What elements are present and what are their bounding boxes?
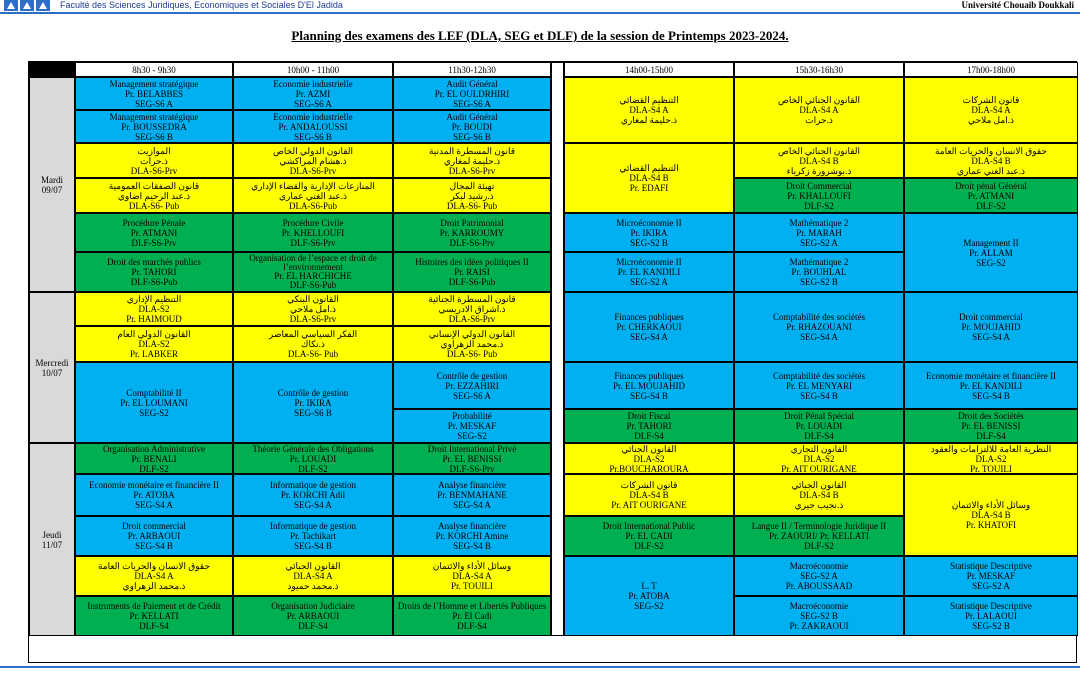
exam-cell: Droit International Privé Pr. EL BENISSI DLF-S6-Prv [393, 443, 551, 474]
exam-cell: Droit Fiscal Pr. TAHORI DLF-S4 [564, 409, 734, 443]
faculty-name: Faculté des Sciences Juridiques, Economiques et Sociales D'El Jadida [60, 0, 343, 10]
exam-cell: Economie industrielle Pr. ANDALOUSSI SEG-S6 B [233, 110, 393, 143]
exam-cell: Informatique de gestion Pr. Tachikart SEG-S4 B [233, 516, 393, 556]
exam-cell: حقوق الانسان والحريات العامة DLA-S4 B ذ.عبد الغني عماري [904, 143, 1078, 178]
exam-cell: حقوق الانسان والحريات العامة DLA-S4 A ذ.محمد الزهراوي [75, 556, 233, 596]
day-label: Jeudi 11/07 [29, 443, 75, 636]
day-label: Mardi 09/07 [29, 77, 75, 292]
exam-cell: Macroéconomie SEG-S2 B Pr. ZAKRAOUI [734, 596, 904, 636]
exam-cell: Théorie Générale des Obligations Pr. LOUADI DLF-S2 [233, 443, 393, 474]
exam-cell: Economie industrielle Pr. AZMI SEG-S6 A [233, 77, 393, 110]
exam-cell: Organisation Administrative Pr. BENALI DLF-S2 [75, 443, 233, 474]
exam-cell: قانون المسطرة الجنائية ذ.اشراق الادريسي DLA-S6-Prv [393, 292, 551, 326]
exam-cell: قانون الصفقات العمومية ذ.عبد الرحيم اضاوي DLA-S6- Pub [75, 178, 233, 213]
slot-header: 14h00-15h00 [564, 62, 734, 77]
exam-cell: Droit des Sociétés Pr. EL BENISSI DLF-S4 [904, 409, 1078, 443]
exam-cell: التنظيم القضائي DLA-S4 B Pr. EDAFI [564, 143, 734, 213]
exam-cell: القانون الدولي العام DLA-S2 Pr. LABKER [75, 326, 233, 362]
exam-cell: الموازيت ذ.حرات DLA-S6-Prv [75, 143, 233, 178]
exam-cell: Economie monétaire et financière II Pr. EL KANDILI SEG-S4 B [904, 362, 1078, 409]
exam-cell: Microéconomie II Pr. EL KANDILI SEG-S2 A [564, 252, 734, 292]
exam-schedule-table [28, 61, 1077, 663]
exam-cell: تهيئة المجال ذ.رشيد لبكر DLA-S6- Pub [393, 178, 551, 213]
exam-cell: Langue II / Terminologie Juridique II Pr. ZAOURI/ Pr. KELLATI DLF-S2 [734, 516, 904, 556]
exam-cell: Management stratégique Pr. BELABBES SEG-S6 A [75, 77, 233, 110]
exam-cell: Finances publiques Pr. EL MOUJAHID SEG-S4 B [564, 362, 734, 409]
exam-cell: Management stratégique Pr. BOUSSEDRA SEG-S6 B [75, 110, 233, 143]
exam-cell: المنازعات الإدارية والقضاء الإداري ذ.عبد الغني عماري DLA-S6-Pub [233, 178, 393, 213]
exam-cell: L. T Pr. ATOBA SEG-S2 [564, 556, 734, 636]
exam-cell: Droit commercial Pr. ARBAOUI SEG-S4 B [75, 516, 233, 556]
footer-rule [0, 666, 1080, 668]
exam-cell: القانون الجبائي DLA-S4 B ذ.نجيب جيري [734, 474, 904, 516]
slot-header: 8h30 - 9h30 [75, 62, 233, 77]
exam-cell: Audit Général Pr. BOUDI SEG-S6 B [393, 110, 551, 143]
exam-cell: القانون الجنائي الخاص DLA-S4 A ذ.حرات [734, 77, 904, 143]
exam-cell: Droit pénal Général Pr. ATMANI DLF-S2 [904, 178, 1078, 213]
table-corner [29, 62, 75, 77]
exam-cell: Droit Pénal Spécial Pr. LOUADI DLF-S4 [734, 409, 904, 443]
header-rule [0, 12, 1080, 14]
exam-cell: Mathématique 2 Pr. MARAH SEG-S2 A [734, 213, 904, 252]
exam-cell: قانون المسطرة المدنية ذ.حليمة لمغاري DLA-S6-Prv [393, 143, 551, 178]
exam-cell: Comptabilité II Pr. EL LOUMANI SEG-S2 [75, 362, 233, 443]
exam-cell: القانون الدولي الخاص ذ.هشام المراكشي DLA-S6-Prv [233, 143, 393, 178]
exam-cell: قانون الشركات DLA-S4 A ذ.امل ملاحي [904, 77, 1078, 143]
day-label: Mercredi 10/07 [29, 292, 75, 443]
exam-cell: Contrôle de gestion Pr. EZZAHIRI SEG-S6 A [393, 362, 551, 409]
column-separator [551, 62, 564, 636]
faculty-logo [4, 0, 52, 12]
exam-cell: Comptabilité des sociétés Pr. EL MENYARI SEG-S4 B [734, 362, 904, 409]
exam-cell: Comptabilité des sociétés Pr. RHAZOUANI SEG-S4 A [734, 292, 904, 362]
exam-cell: القانون الجنائي الخاص DLA-S4 B ذ.بوشرورة زكرياء [734, 143, 904, 178]
page-header [0, 0, 1080, 14]
exam-cell: Mathématique 2 Pr. BOUHLAL SEG-S2 B [734, 252, 904, 292]
exam-cell: Droit Patrimonial Pr. KARROUMY DLF-S6-Prv [393, 213, 551, 252]
slot-header: 15h30-16h30 [734, 62, 904, 77]
exam-cell: قانون الشركات DLA-S4 B Pr. AIT OURIGANE [564, 474, 734, 516]
exam-cell: Probabilité Pr. MESKAF SEG-S2 [393, 409, 551, 443]
exam-cell: Organisation de l’espace et droit de l’environnement Pr. EL HARCHICHE DLF-S6-Pub [233, 252, 393, 292]
exam-cell: Statistique Descriptive Pr. MESKAF SEG-S2 A [904, 556, 1078, 596]
exam-cell: Droit International Public Pr. EL CADI DLF-S2 [564, 516, 734, 556]
exam-cell: Procédure Pénale Pr. ATMANI DLF-S6-Prv [75, 213, 233, 252]
exam-cell: Droit Commercial Pr. KHALLOUFI DLF-S2 [734, 178, 904, 213]
exam-cell: Analyse financière Pr. KORCHI Amine SEG-S4 B [393, 516, 551, 556]
exam-cell: الفكر السياسي المعاصر ذ.نكاك DLA-S6- Pub [233, 326, 393, 362]
exam-cell: وسائل الأداء والائتمان DLA-S4 A Pr. TOUILI [393, 556, 551, 596]
exam-cell: Analyse financière Pr. BENMAHANE SEG-S4 A [393, 474, 551, 516]
exam-cell: Contrôle de gestion Pr. IKIRA SEG-S6 B [233, 362, 393, 443]
exam-cell: Organisation Judiciaire Pr. ARBAOUI DLF-S4 [233, 596, 393, 636]
exam-cell: Instruments de Paiement et de Crédit Pr. KELLATI DLF-S4 [75, 596, 233, 636]
exam-cell: Finances publiques Pr. CHERKAOUI SEG-S4 A [564, 292, 734, 362]
exam-cell: التنظيم الإداري DLA-S2 Pr. HAIMOUD [75, 292, 233, 326]
exam-cell: القانون البنكي ذ.امل ملاحي DLA-S6-Prv [233, 292, 393, 326]
exam-cell: القانون الجبائي DLA-S4 A ذ.محمد حميود [233, 556, 393, 596]
exam-cell: Statistique Descriptive Pr. LALAOUI SEG-S2 B [904, 596, 1078, 636]
university-name: Université Chouaib Doukkali [961, 0, 1074, 10]
exam-cell: Informatique de gestion Pr. KORCHI Adil SEG-S4 A [233, 474, 393, 516]
exam-cell: القانون التجاري DLA-S2 Pr. AIT OURIGANE [734, 443, 904, 474]
exam-cell: القانون الدولي الإنساني ذ.محمد الزهراوي DLA-S6- Pub [393, 326, 551, 362]
exam-cell: Audit Général Pr. EL OULDRHIRI SEG-S6 A [393, 77, 551, 110]
exam-cell: Management II Pr. ALLAM SEG-S2 [904, 213, 1078, 292]
exam-cell: Droits de l’Homme et Libertés Publiques Pr. El Cadi DLF-S4 [393, 596, 551, 636]
exam-cell: التنظيم القضائي DLA-S4 A ذ.حليمة لمغاري [564, 77, 734, 143]
slot-header: 17h00-18h00 [904, 62, 1078, 77]
exam-cell: وسائل الأداء والائتمان DLA-S4 B Pr. KHATOFI [904, 474, 1078, 556]
exam-cell: القانون الجنائي DLA-S2 Pr.BOUCHAROURA [564, 443, 734, 474]
exam-cell: Histoires des idées politiques II Pr. RAISI DLF-S6-Pub [393, 252, 551, 292]
exam-cell: النظرية العامة للالتزامات والعقود DLA-S2 Pr. TOUILI [904, 443, 1078, 474]
exam-cell: Droit des marchés publics Pr. TAHORI DLF-S6-Pub [75, 252, 233, 292]
slot-header: 10h00 - 11h00 [233, 62, 393, 77]
exam-cell: Microéconomie II Pr. IKIRA SEG-S2 B [564, 213, 734, 252]
exam-cell: Macroéconomie SEG-S2 A Pr. ABOUSSAAD [734, 556, 904, 596]
page-title: Planning des examens des LEF (DLA, SEG et DLF) de la session de Printemps 2023-2024. [291, 28, 789, 43]
slot-header: 11h30-12h30 [393, 62, 551, 77]
exam-cell: Procédure Civile Pr. KHELLOUFI DLF-S6-Prv [233, 213, 393, 252]
exam-cell: Economie monétaire et financière II Pr. ATOBA SEG-S4 A [75, 474, 233, 516]
exam-cell: Droit commercial Pr. MOUJAHID SEG-S4 A [904, 292, 1078, 362]
